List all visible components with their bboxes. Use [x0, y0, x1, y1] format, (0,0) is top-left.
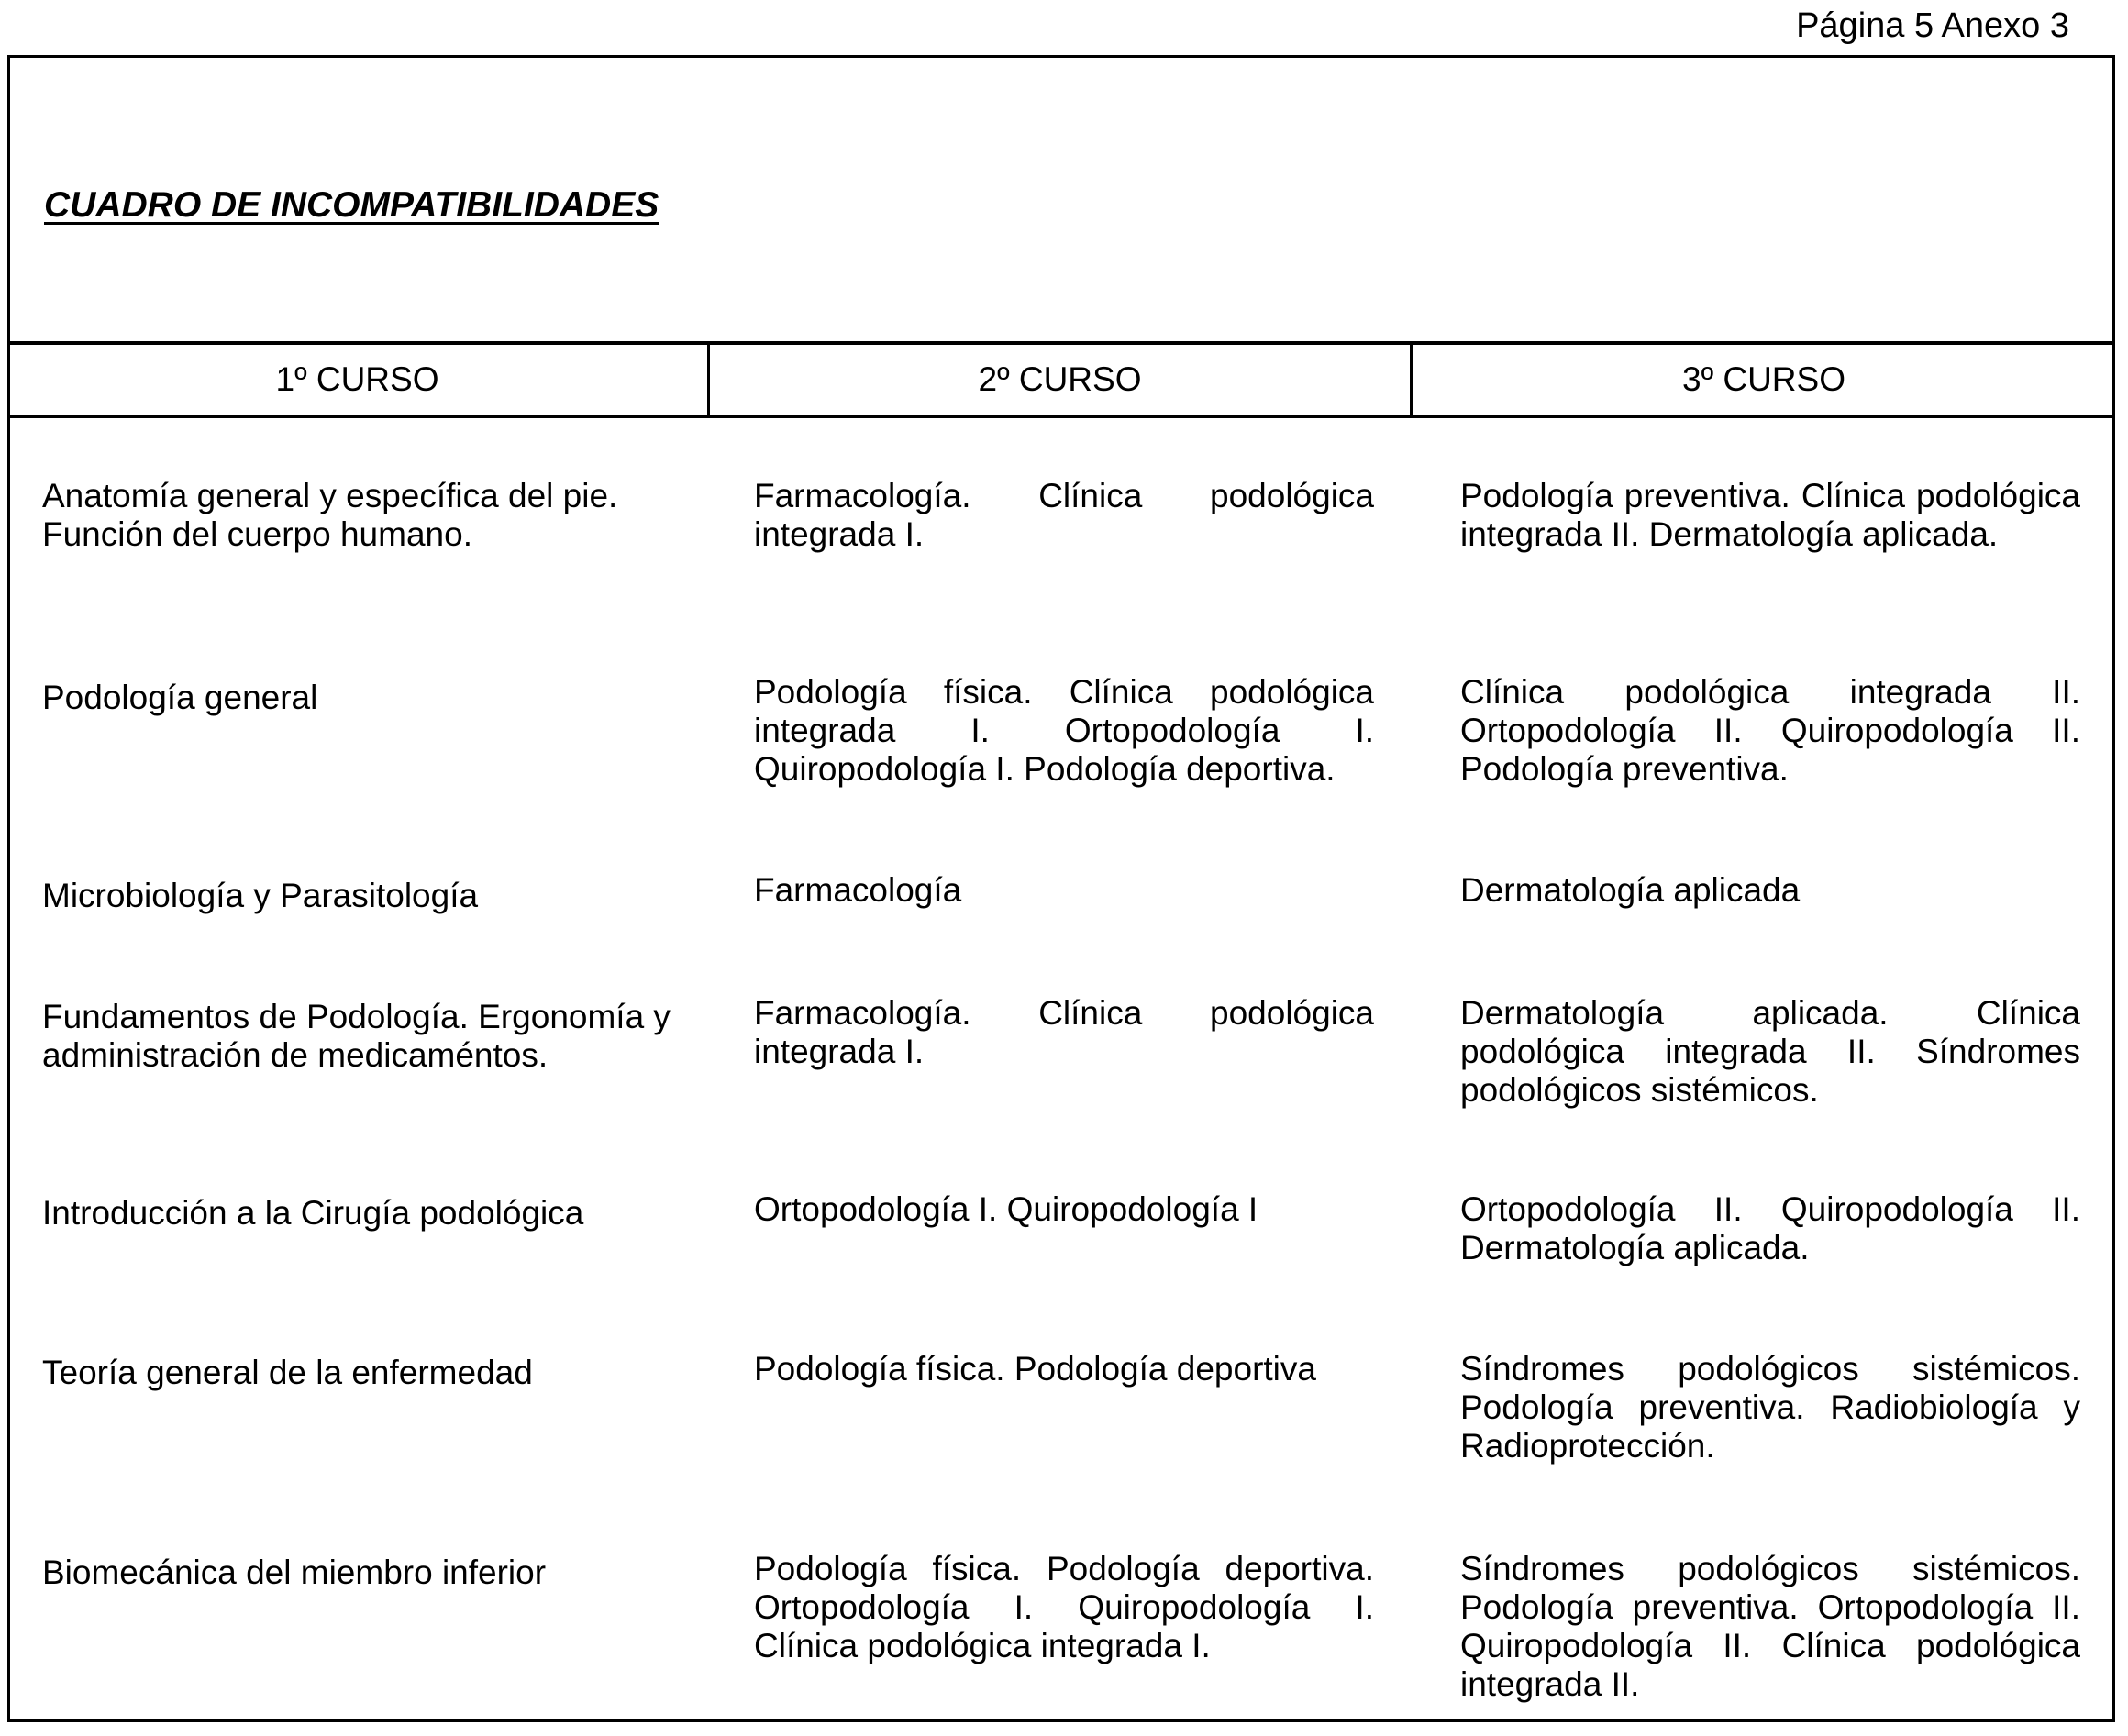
- first-year-subject: Teoría general de la enfermedad: [42, 1354, 533, 1391]
- header-third-year: 3º CURSO: [1682, 360, 1845, 398]
- table-body: [7, 418, 2115, 1720]
- third-year-incompatibilities: Dermatología aplicada: [1460, 871, 1801, 909]
- second-year-incompatibilities: Podología física. Clínica podológica integrada I. Ortopodología I. Quiropodología I. Podología deportiva.: [754, 673, 1374, 788]
- second-year-incompatibilities: Podología física. Podología deportiva. Ortopodología I. Quiropodología I. Clínica podológica integrada I.: [754, 1550, 1374, 1664]
- first-year-subject: Introducción a la Cirugía podológica: [42, 1194, 584, 1232]
- second-year-incompatibilities: Podología física. Podología deportiva: [754, 1350, 1316, 1388]
- first-year-subject: Biomecánica del miembro inferior: [42, 1554, 547, 1591]
- first-year-subject: Microbiología y Parasitología: [42, 877, 479, 914]
- third-year-incompatibilities: Ortopodología II. Quiropodología II. Dermatología aplicada.: [1460, 1190, 2080, 1266]
- third-year-incompatibilities: Clínica podológica integrada II. Ortopodología II. Quiropodología II. Podología preventiva.: [1460, 673, 2080, 788]
- third-year-incompatibilities: Dermatología aplicada. Clínica podológica integrada II. Síndromes podológicos sistémicos.: [1460, 994, 2080, 1109]
- second-year-incompatibilities: Farmacología. Clínica podológica integrada I.: [754, 994, 1374, 1070]
- table-header: [7, 341, 2115, 418]
- second-year-incompatibilities: Ortopodología I. Quiropodología I: [754, 1190, 1258, 1228]
- second-year-incompatibilities: Farmacología: [754, 871, 962, 909]
- first-year-subject: Podología general: [42, 679, 318, 716]
- first-year-subject: Fundamentos de Podología. Ergonomía y administración de medicaméntos.: [42, 998, 671, 1074]
- second-year-incompatibilities: Farmacología. Clínica podológica integrada I.: [754, 477, 1374, 553]
- first-year-subject: Anatomía general y específica del pie. Función del cuerpo humano.: [42, 477, 618, 553]
- page-label: Página 5 Anexo 3: [1796, 6, 2069, 45]
- header-first-year: 1º CURSO: [7, 345, 710, 415]
- third-year-incompatibilities: Síndromes podológicos sistémicos. Podología preventiva. Radiobiología y Radioprotección.: [1460, 1350, 2080, 1465]
- header-second-year: 2º CURSO: [710, 345, 1413, 415]
- third-year-incompatibilities: Podología preventiva. Clínica podológica integrada II. Dermatología aplicada.: [1460, 477, 2080, 553]
- document-title: CUADRO DE INCOMPATIBILIDADES: [44, 185, 659, 225]
- third-year-incompatibilities: Síndromes podológicos sistémicos. Podología preventiva. Ortopodología II. Quiropodología II. Clínica podológica integrada II.: [1460, 1550, 2080, 1703]
